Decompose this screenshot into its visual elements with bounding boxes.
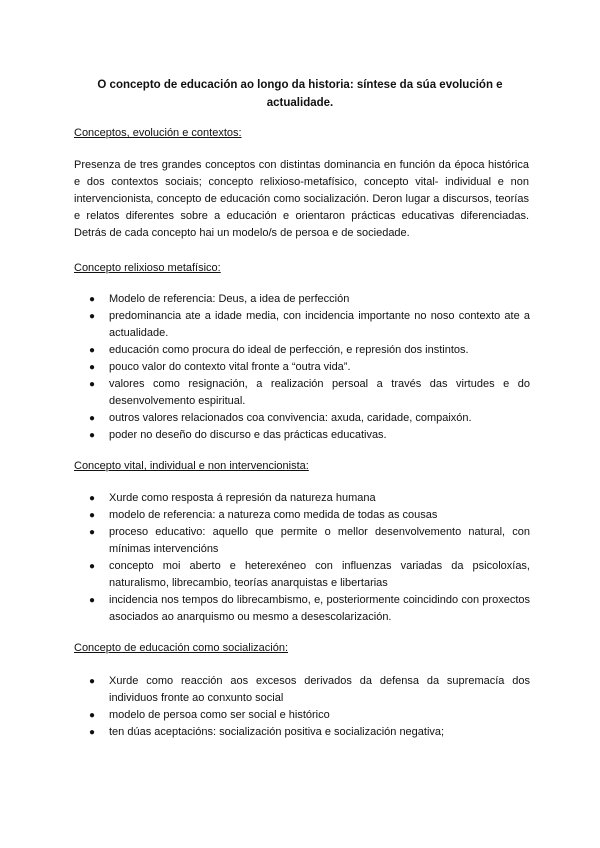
list-item — [74, 592, 530, 626]
document-title: O concepto de educación ao longo da historia: síntese da súa evolución e actualidade. — [97, 79, 503, 109]
list-item-text: predominancia ate a idade media, con incidencia importante no noso contexto ate a actualidade. — [109, 310, 530, 339]
bullet-icon: ● — [89, 413, 96, 424]
list-item — [74, 427, 530, 444]
section-heading-socializacion: Concepto de educación como socialización: — [74, 642, 289, 654]
list-item — [74, 707, 530, 724]
list-item-text: incidencia nos tempos do librecambismo, e, posteriormente coincidindo con proxectos asociados ao anarquismo ou mesmo a desescolarización. — [109, 594, 530, 623]
section-heading-conceptos: Conceptos, evolución e contextos: — [74, 127, 242, 139]
bullet-icon: ● — [89, 294, 96, 305]
bullet-icon: ● — [89, 527, 96, 538]
bullet-icon: ● — [89, 710, 96, 721]
list-item — [74, 291, 530, 308]
section-heading-relixioso: Concepto relixioso metafísico: — [74, 262, 221, 274]
list-item-text: Xurde como resposta á represión da natureza humana — [109, 492, 376, 504]
list-item — [74, 673, 530, 707]
bullet-icon: ● — [89, 595, 96, 606]
list-item-text: pouco valor do contexto vital fronte a “outra vida”. — [109, 361, 351, 373]
list-item — [74, 507, 530, 524]
list-item — [74, 410, 530, 427]
list-item-text: poder no deseño do discurso e das prácticas educativas. — [109, 429, 387, 441]
list-item-text: educación como procura do ideal de perfección, e represión dos instintos. — [109, 344, 469, 356]
list-item — [74, 524, 530, 558]
list-item-text: outros valores relacionados coa convivencia: axuda, caridade, compaixón. — [109, 412, 472, 424]
list-item — [74, 558, 530, 592]
bullet-icon: ● — [89, 430, 96, 441]
list-item-text: proceso educativo: aquello que permite o mellor desenvolvemento natural, con mínimas intervencións — [109, 526, 530, 555]
list-item — [74, 376, 530, 410]
bullet-icon: ● — [89, 345, 96, 356]
bullet-icon: ● — [89, 362, 96, 373]
list-item — [74, 359, 530, 376]
list-item — [74, 342, 530, 359]
list-item — [74, 308, 530, 342]
list-relixioso — [74, 291, 530, 444]
list-item-text: valores como resignación, a realización persoal a través das virtudes e do desenvolvemento espiritual. — [109, 378, 530, 407]
list-item-text: ten dúas aceptacións: socialización positiva e socialización negativa; — [109, 726, 445, 738]
list-item-text: modelo de persoa como ser social e histórico — [109, 709, 330, 721]
bullet-icon: ● — [89, 379, 96, 390]
intro-paragraph: Presenza de tres grandes conceptos con distintas dominancia en función da época histórica e dos contextos sociais; concepto relixioso-metafísico, concepto vital- individual e non intervencionista, concepto de educación como socialización. Deron lugar a discursos, teorías e relatos diferentes sobre a educación e orientaron prácticas educativas diferenciadas. Detrás de cada concepto hai un modelo/s de persoa e de sociedade. — [74, 159, 529, 239]
list-item — [74, 490, 530, 507]
list-item — [74, 724, 530, 741]
bullet-icon: ● — [89, 493, 96, 504]
bullet-icon: ● — [89, 561, 96, 572]
section-heading-vital: Concepto vital, individual e non intervencionista: — [74, 460, 309, 472]
list-item-text: Xurde como reacción aos excesos derivados da defensa da supremacía dos individuos fronte ao conxunto social — [109, 675, 530, 704]
list-socializacion — [74, 673, 530, 741]
list-item-text: Modelo de referencia: Deus, a idea de perfección — [109, 293, 350, 305]
bullet-icon: ● — [89, 676, 96, 687]
list-item-text: modelo de referencia: a natureza como medida de todas as cousas — [109, 509, 438, 521]
list-item-text: concepto moi aberto e heterexéneo con influenzas variadas da psicoloxías, naturalismo, librecambio, teorías anarquistas e libertarias — [109, 560, 530, 589]
bullet-icon: ● — [89, 727, 96, 738]
bullet-icon: ● — [89, 510, 96, 521]
list-vital — [74, 490, 530, 626]
bullet-icon: ● — [89, 311, 96, 322]
